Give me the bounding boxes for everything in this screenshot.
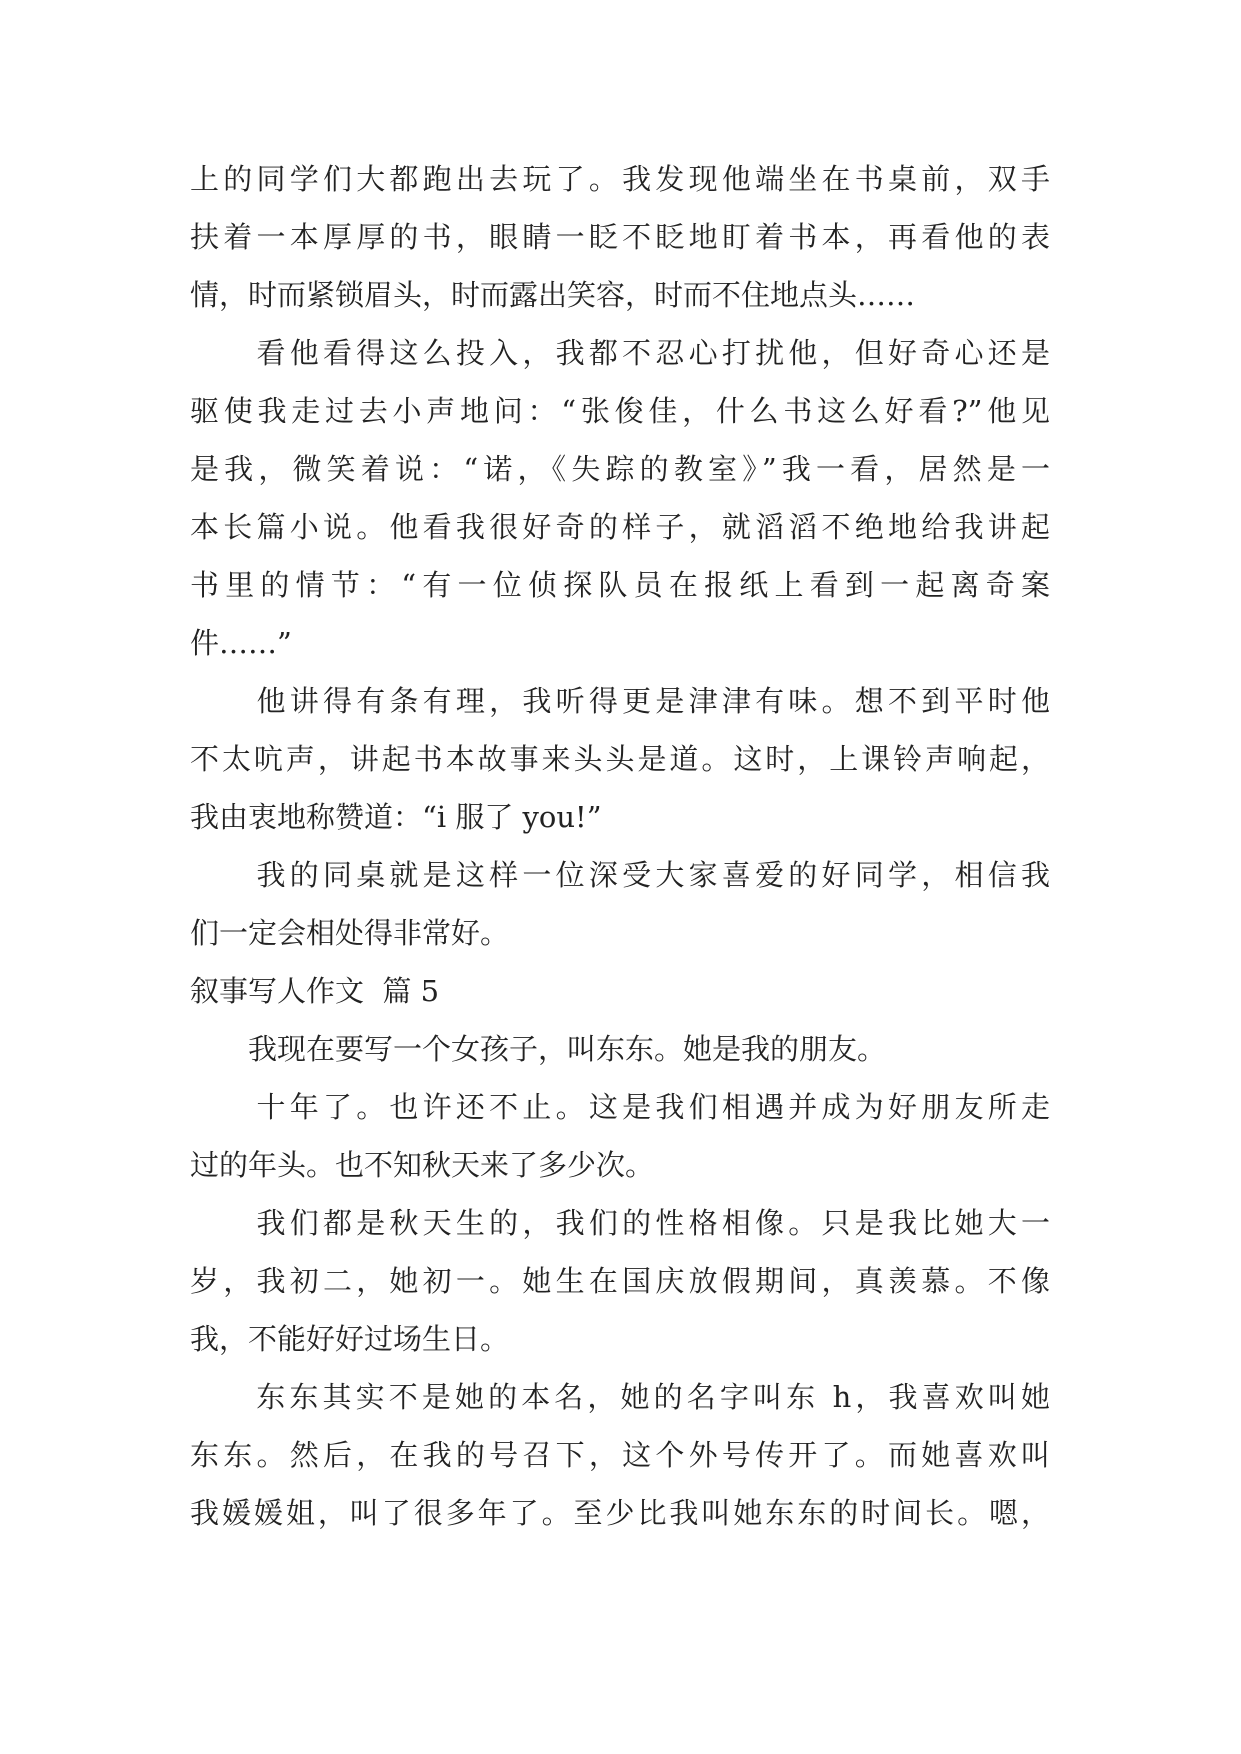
text-line: 东东其实不是她的本名，她的名字叫东 h，我喜欢叫她: [190, 1380, 1050, 1414]
section-heading: 叙事写人作文 篇 5: [190, 974, 440, 1008]
essay-text: [190, 150, 1050, 1542]
text-line: 我们都是秋天生的，我们的性格相像。只是我比她大一: [190, 1206, 1050, 1240]
text-line: 十年了。也许还不止。这是我们相遇并成为好朋友所走: [190, 1090, 1050, 1124]
text-line: 我，不能好好过场生日。: [190, 1322, 510, 1356]
text-line: 是我，微笑着说：“诺，《失踪的教室》”我一看，居然是一: [190, 452, 1050, 486]
text-line: 不太吭声，讲起书本故事来头头是道。这时，上课铃声响起，: [190, 742, 1050, 776]
text-line: 我由衷地称赞道：“i 服了 you!”: [190, 800, 602, 834]
text-line: 书里的情节：“有一位侦探队员在报纸上看到一起离奇案: [190, 568, 1050, 602]
text-line: 本长篇小说。他看我很好奇的样子，就滔滔不绝地给我讲起: [190, 510, 1050, 544]
text-line: 们一定会相处得非常好。: [190, 916, 510, 950]
text-line: 看他看得这么投入，我都不忍心打扰他，但好奇心还是: [190, 336, 1050, 370]
text-line: 岁，我初二，她初一。她生在国庆放假期间，真羡慕。不像: [190, 1264, 1050, 1298]
text-line: 东东。然后，在我的号召下，这个外号传开了。而她喜欢叫: [190, 1438, 1050, 1472]
text-line: 件……”: [190, 626, 292, 660]
text-line: 扶着一本厚厚的书，眼睛一眨不眨地盯着书本，再看他的表: [190, 220, 1050, 254]
text-line: 我媛媛姐，叫了很多年了。至少比我叫她东东的时间长。嗯，: [190, 1496, 1050, 1530]
text-line: 驱使我走过去小声地问：“张俊佳，什么书这么好看?”他见: [190, 394, 1050, 428]
text-line: 我现在要写一个女孩子，叫东东。她是我的朋友。: [190, 1032, 887, 1066]
text-line: 情，时而紧锁眉头，时而露出笑容，时而不住地点头……: [190, 278, 916, 312]
text-line: 上的同学们大都跑出去玩了。我发现他端坐在书桌前，双手: [190, 162, 1050, 196]
text-line: 过的年头。也不知秋天来了多少次。: [190, 1148, 655, 1182]
text-line: 我的同桌就是这样一位深受大家喜爱的好同学，相信我: [190, 858, 1050, 892]
text-line: 他讲得有条有理，我听得更是津津有味。想不到平时他: [190, 684, 1050, 718]
